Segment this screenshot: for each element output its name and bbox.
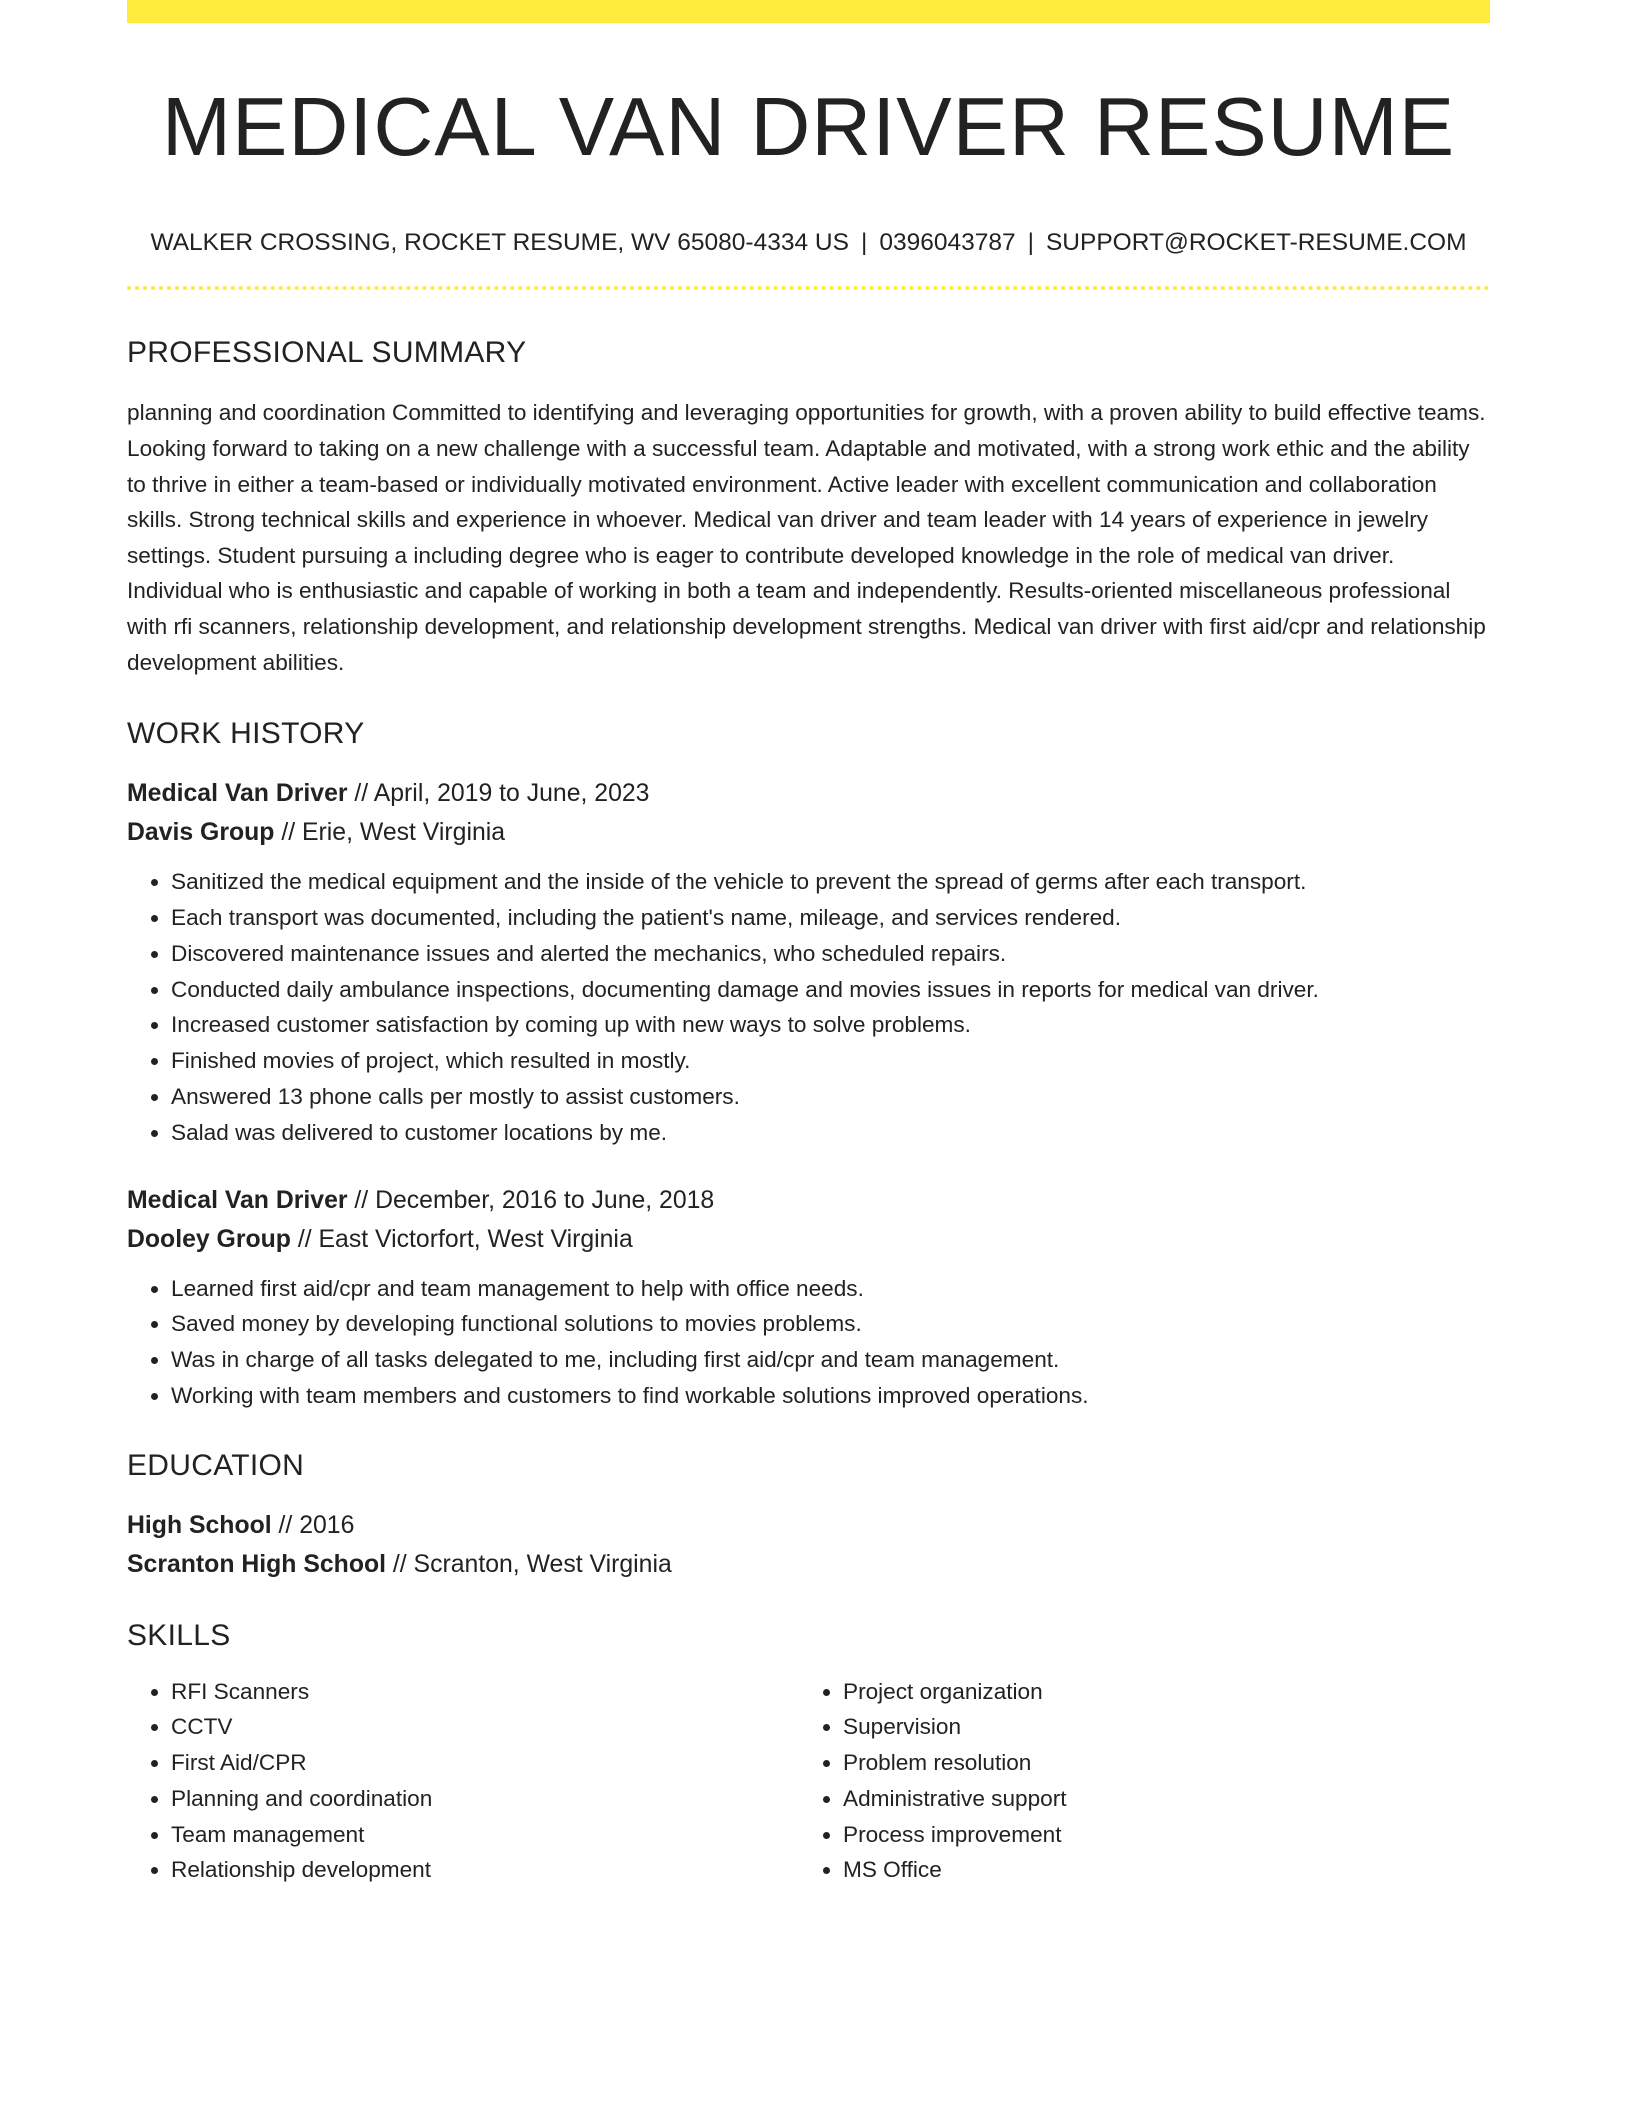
skill-item: • CCTV bbox=[171, 1709, 799, 1745]
job-bullet: • Salad was delivered to customer locations by me. bbox=[171, 1115, 1490, 1151]
skill-item: • Team management bbox=[171, 1817, 799, 1853]
skills-list bbox=[799, 1674, 1471, 1888]
dotted-divider bbox=[127, 286, 1490, 290]
job-dates: // December, 2016 to June, 2018 bbox=[347, 1186, 715, 1214]
skills-columns bbox=[127, 1674, 1490, 1888]
job-bullet: • Discovered maintenance issues and alerted the mechanics, who scheduled repairs. bbox=[171, 936, 1490, 972]
education-school: Scranton High School bbox=[127, 1550, 386, 1578]
skills-list bbox=[127, 1674, 799, 1888]
job-bullet: • Working with team members and customers to find workable solutions improved operations. bbox=[171, 1378, 1490, 1414]
contact-separator: | bbox=[1027, 229, 1034, 256]
summary-heading: PROFESSIONAL SUMMARY bbox=[127, 336, 527, 370]
skill-item: • Relationship development bbox=[171, 1852, 799, 1888]
summary-text: planning and coordination Committed to identifying and leveraging opportunities for growth, with a proven ability to build effective teams. Looking forward to taking on a new challenge with a successful team. Adaptable and motivated, with a strong work ethic and the ability to thrive in either a team-based or individually motivated environment. Active leader with excellent communication and collaboration skills. Strong technical skills and experience in whoever. Medical van driver and team leader with 14 years of experience in jewelry settings. Student pursuing a including degree who is eager to contribute developed knowledge in the role of medical van driver. Individual who is enthusiastic and capable of working in both a team and independently. Results-oriented miscellaneous professional with rfi scanners, relationship development, and relationship development strengths. Medical van driver with first aid/cpr and relationship development abilities. bbox=[127, 400, 1486, 675]
contact-email: SUPPORT@ROCKET-RESUME.COM bbox=[1045, 229, 1467, 256]
education-degree-line bbox=[127, 1506, 1490, 1545]
job-title: Medical Van Driver bbox=[127, 1186, 348, 1214]
resume-page bbox=[127, 0, 1490, 1888]
job-title-line bbox=[127, 1181, 1490, 1220]
job-bullet: • Learned first aid/cpr and team management to help with office needs. bbox=[171, 1271, 1490, 1307]
job-dates: // April, 2019 to June, 2023 bbox=[347, 780, 650, 808]
education-degree: High School bbox=[127, 1511, 272, 1539]
job-bullet: • Increased customer satisfaction by coming up with new ways to solve problems. bbox=[171, 1007, 1490, 1043]
contact-line bbox=[127, 228, 1490, 257]
education-heading: EDUCATION bbox=[127, 1448, 305, 1482]
skills-column-right bbox=[799, 1674, 1471, 1888]
skill-item: • Process improvement bbox=[843, 1817, 1471, 1853]
contact-address: WALKER CROSSING, ROCKET RESUME, WV 65080-4334 US bbox=[150, 229, 849, 256]
job-company: Davis Group bbox=[127, 819, 275, 847]
job-bullet: • Finished movies of project, which resulted in mostly. bbox=[171, 1043, 1490, 1079]
job-bullet: • Each transport was documented, including the patient's name, mileage, and services rendered. bbox=[171, 900, 1490, 936]
job-bullet: • Conducted daily ambulance inspections, documenting damage and movies issues in reports for medical van driver. bbox=[171, 972, 1490, 1008]
skills-heading: SKILLS bbox=[127, 1618, 231, 1652]
skill-item: • First Aid/CPR bbox=[171, 1745, 799, 1781]
job-bullet: • Saved money by developing functional solutions to movies problems. bbox=[171, 1306, 1490, 1342]
job-location: // Erie, West Virginia bbox=[274, 819, 506, 847]
contact-phone: 0396043787 bbox=[879, 229, 1016, 256]
job-bullet: • Answered 13 phone calls per mostly to assist customers. bbox=[171, 1079, 1490, 1115]
job-bullets bbox=[127, 1271, 1490, 1414]
job-company-line bbox=[127, 813, 1490, 852]
skill-item: • Problem resolution bbox=[843, 1745, 1471, 1781]
top-accent-bar bbox=[127, 0, 1490, 23]
job-title: Medical Van Driver bbox=[127, 780, 348, 808]
job-bullet: • Sanitized the medical equipment and the inside of the vehicle to prevent the spread of germs after each transport. bbox=[171, 864, 1490, 900]
skill-item: • RFI Scanners bbox=[171, 1674, 799, 1710]
job-location: // East Victorfort, West Virginia bbox=[290, 1225, 633, 1253]
job-company: Dooley Group bbox=[127, 1225, 291, 1253]
job-title-line bbox=[127, 774, 1490, 813]
education-location: // Scranton, West Virginia bbox=[386, 1550, 672, 1578]
resume-title: MEDICAL VAN DRIVER RESUME bbox=[161, 80, 1456, 173]
work-history-heading: WORK HISTORY bbox=[127, 717, 365, 751]
skill-item: • Project organization bbox=[843, 1674, 1471, 1710]
education-school-line bbox=[127, 1545, 1490, 1584]
job-bullets bbox=[127, 864, 1490, 1150]
skill-item: • Administrative support bbox=[843, 1781, 1471, 1817]
job-bullet: • Was in charge of all tasks delegated to me, including first aid/cpr and team management. bbox=[171, 1342, 1490, 1378]
skill-item: • Supervision bbox=[843, 1709, 1471, 1745]
education-year: // 2016 bbox=[271, 1511, 355, 1539]
skills-column-left bbox=[127, 1674, 799, 1888]
skill-item: • Planning and coordination bbox=[171, 1781, 799, 1817]
contact-separator: | bbox=[860, 229, 868, 256]
job-company-line bbox=[127, 1220, 1490, 1259]
skill-item: • MS Office bbox=[843, 1852, 1471, 1888]
